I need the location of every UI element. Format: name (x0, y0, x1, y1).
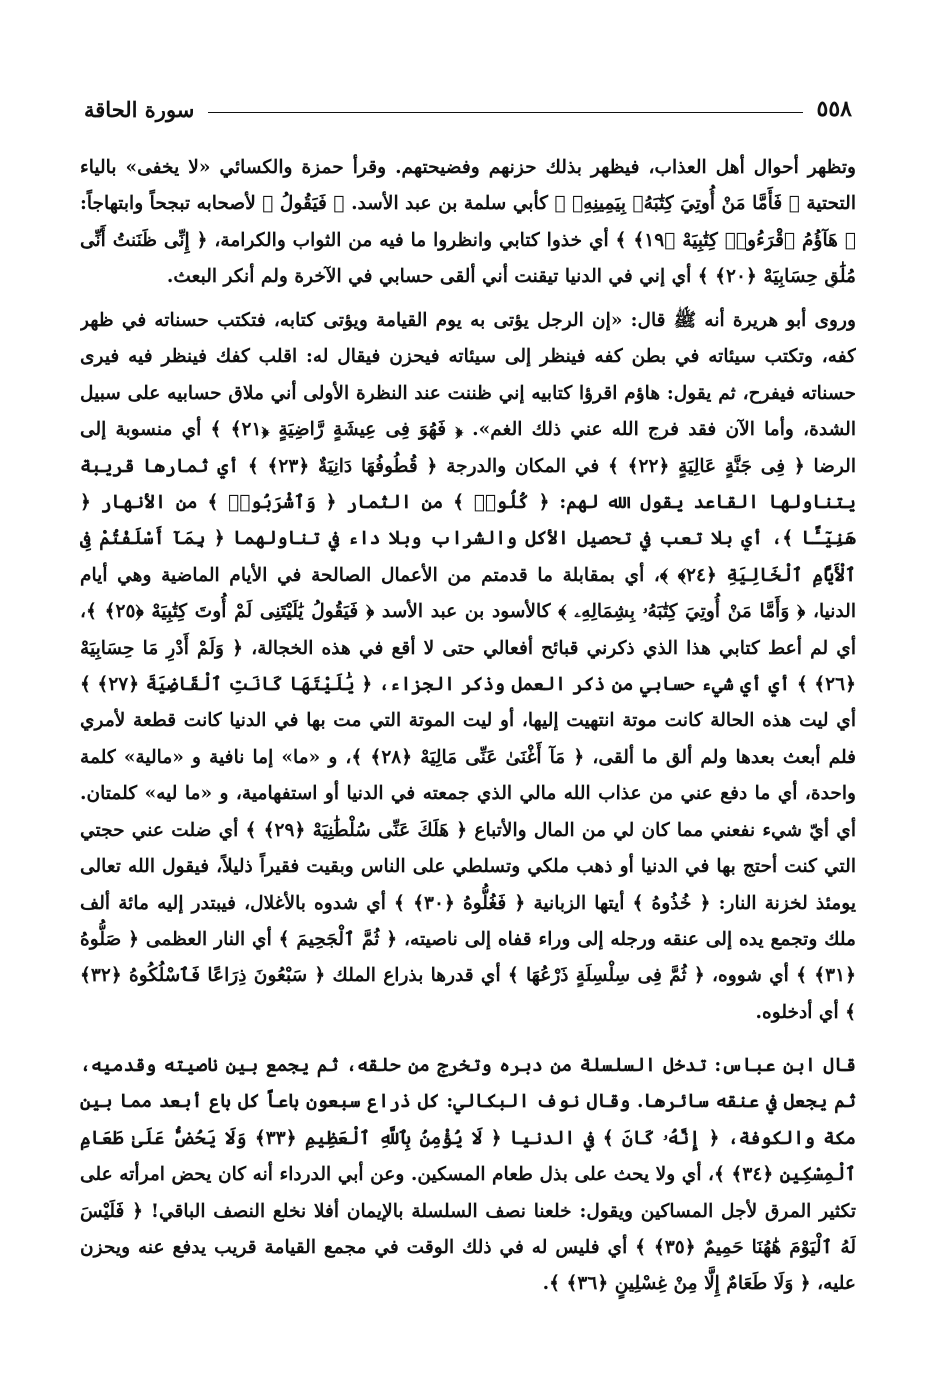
paragraph: قال ابن عباس: تدخل السلسلة من دبره وتخرج من حلقه، ثم يجمع بين ناصيته وقدميه، ثم يجعل في عنقه سائرها. وقال نوف البكالي: كل ذراع سبعون باعاً كل باع أبعد مما بين مكة والكوفة، ﴿ إِنَّهُۥ كَانَ ﴾ في الدنيا ﴿ لَا يُؤْمِنُ بِٱللَّهِ ٱلْعَظِيمِ ﴿٣٣﴾ وَلَا يَحُضُّ عَلَىٰ طَعَامِ ٱلْمِسْكِينِ ﴿٣٤﴾ ﴾، أي ولا يحث على بذل طعام المسكين. وعن أبي الدرداء أنه كان يحض امرأته على تكثير المرق لأجل المساكين ويقول: خلعنا نصف السلسلة بالإيمان أفلا نخلع النصف الباقي! ﴿ فَلَيْسَ لَهُ ٱلْيَوْمَ هَٰهُنَا حَمِيمٌ ﴿٣٥﴾ ﴾ أي فليس له في ذلك الوقت في مجمع القيامة قريب يدفع عنه ويحزن عليه، ﴿ وَلَا طَعَامٌ إِلَّا مِنْ غِسْلِينٍ ﴿٣٦﴾ ﴾. (80, 1055, 856, 1295)
page-number: ٥٥٨ (816, 96, 852, 122)
paragraph: وروى أبو هريرة أنه ﷺ قال: «إن الرجل يؤتى به يوم القيامة ويؤتى كتابه، فتكتب حسناته في ظهر كفه، وتكتب سيئاته في بطن كفه فينظر إلى سيئاته فيحزن فيقال له: اقلب كفك فينظر فيه فيرى حسناته فيفرح، ثم يقول: هاؤم اقرؤا كتابيه إني ظننت عند النظرة الأولى أني ملاق حسابيه على سبيل الشدة، وأما الآن فقد فرج الله عني ذلك الغم». ﴿ فَهُوَ فِى عِيشَةٍ رَّاضِيَةٍ ﴿٢١﴾ ﴾ أي منسوبة إلى الرضا ﴿ فِى جَنَّةٍ عَالِيَةٍ ﴿٢٢﴾ ﴾ في المكان والدرجة ﴿ قُطُوفُهَا دَانِيَةٌ ﴿٢٣﴾ ﴾ أي ثمارها قريبة يتناولها القاعد يقول الله لهم: ﴿ كُلُوا۟ ﴾ من الثمار ﴿ وَٱشْرَبُوا۟ ﴾ من الأنهار ﴿ هَنِيٓـًٔا ﴾، أي بلا تعب في تحصيل الأكل والشراب وبلا داء في تناولهما ﴿ بِمَآ أَسْلَفْتُمْ فِى ٱلْأَيَّامِ ٱلْخَالِيَةِ ﴿٢٤﴾ ﴾، أي بمقابلة ما قدمتم من الأعمال الصالحة في الأيام الماضية وهي أيام الدنيا، ﴿ وَأَمَّا مَنْ أُوتِيَ كِتَٰبَهُۥ بِشِمَالِهِۦ ﴾ كالأسود بن عبد الأسد ﴿ فَيَقُولُ يَٰلَيْتَنِى لَمْ أُوتَ كِتَٰبِيَهْ ﴿٢٥﴾ ﴾، أي لم أعط كتابي هذا الذي ذكرني قبائح أفعالي حتى لا أقع في هذه الخجالة، ﴿ وَلَمْ أَدْرِ مَا حِسَابِيَهْ ﴿٢٦﴾ ﴾ أي أي شيء حسابي من ذكر العمل وذكر الجزاء، ﴿ يَٰلَيْتَهَا كَانَتِ ٱلْقَاضِيَةَ ﴿٢٧﴾ ﴾ أي ليت هذه الحالة كانت موتة انتهيت إليها، أو ليت الموتة التي مت بها في الدنيا كانت قطعة لأمري فلم أبعث بعدها ولم ألق ما ألقى، ﴿ مَآ أَغْنَىٰ عَنِّى مَالِيَهْ ﴿٢٨﴾ ﴾، و «ما» إما نافية و «مالية» كلمة واحدة، أي ما دفع عني من عذاب الله مالي الذي جمعته في الدنيا أو استفهامية، و «ما ليه» كلمتان. أي أيّ شيء نفعني مما كان لي من المال والأتباع ﴿ هَلَكَ عَنِّى سُلْطَٰنِيَهْ ﴿٢٩﴾ ﴾ أي ضلت عني حجتي التي كنت أحتج بها في الدنيا أو ذهب ملكي وتسلطي على الناس وبقيت فقيراً ذليلاً، فيقول الله تعالى يومئذ لخزنة النار: ﴿ خُذُوهُ ﴾ أيتها الزبانية ﴿ فَغُلُّوهُ ﴿٣٠﴾ ﴾ أي شدوه بالأغلال، فيبتدر إليه مائة ألف ملك وتجمع يده إلى عنقه ورجله إلى وراء قفاه إلى ناصيته، ﴿ ثُمَّ ٱلْجَحِيمَ ﴾ أي النار العظمى ﴿ صَلُّوهُ ﴿٣١﴾ ﴾ أي شووه، ﴿ ثُمَّ فِى سِلْسِلَةٍ ذَرْعُهَا ﴾ أي قدرها بذراع الملك ﴿ سَبْعُونَ ذِرَاعًا فَٱسْلُكُوهُ ﴿٣٢﴾ ﴾ أي أدخلوه. (80, 310, 856, 1023)
page-header (84, 92, 852, 126)
page-body (80, 150, 856, 1304)
header-rule (208, 112, 802, 113)
paragraph: وتظهر أحوال أهل العذاب، فيظهر بذلك حزنهم وفضيحتهم. وقرأ حمزة والكسائي «لا يخفى» بالياء التحتية ﴿ فَأَمَّا مَنْ أُوتِيَ كِتَٰبَهُۥ بِيَمِينِهِۦ ﴾ كأبي سلمة بن عبد الأسد. ﴿ فَيَقُولُ ﴾ لأصحابه تبجحاً وابتهاجاً: ﴿ هَآؤُمُ ٱقْرَءُوا۟ كِتَٰبِيَهْ ﴿١٩﴾ ﴾ أي خذوا كتابي وانظروا ما فيه من الثواب والكرامة، ﴿ إِنِّى ظَنَنتُ أَنِّى مُلَٰقٍ حِسَابِيَهْ ﴿٢٠﴾ ﴾ أي إني في الدنيا تيقنت أني ألقى حسابي في الآخرة ولم أنكر البعث. (80, 157, 856, 288)
surah-title: سورة الحاقة (84, 96, 195, 122)
